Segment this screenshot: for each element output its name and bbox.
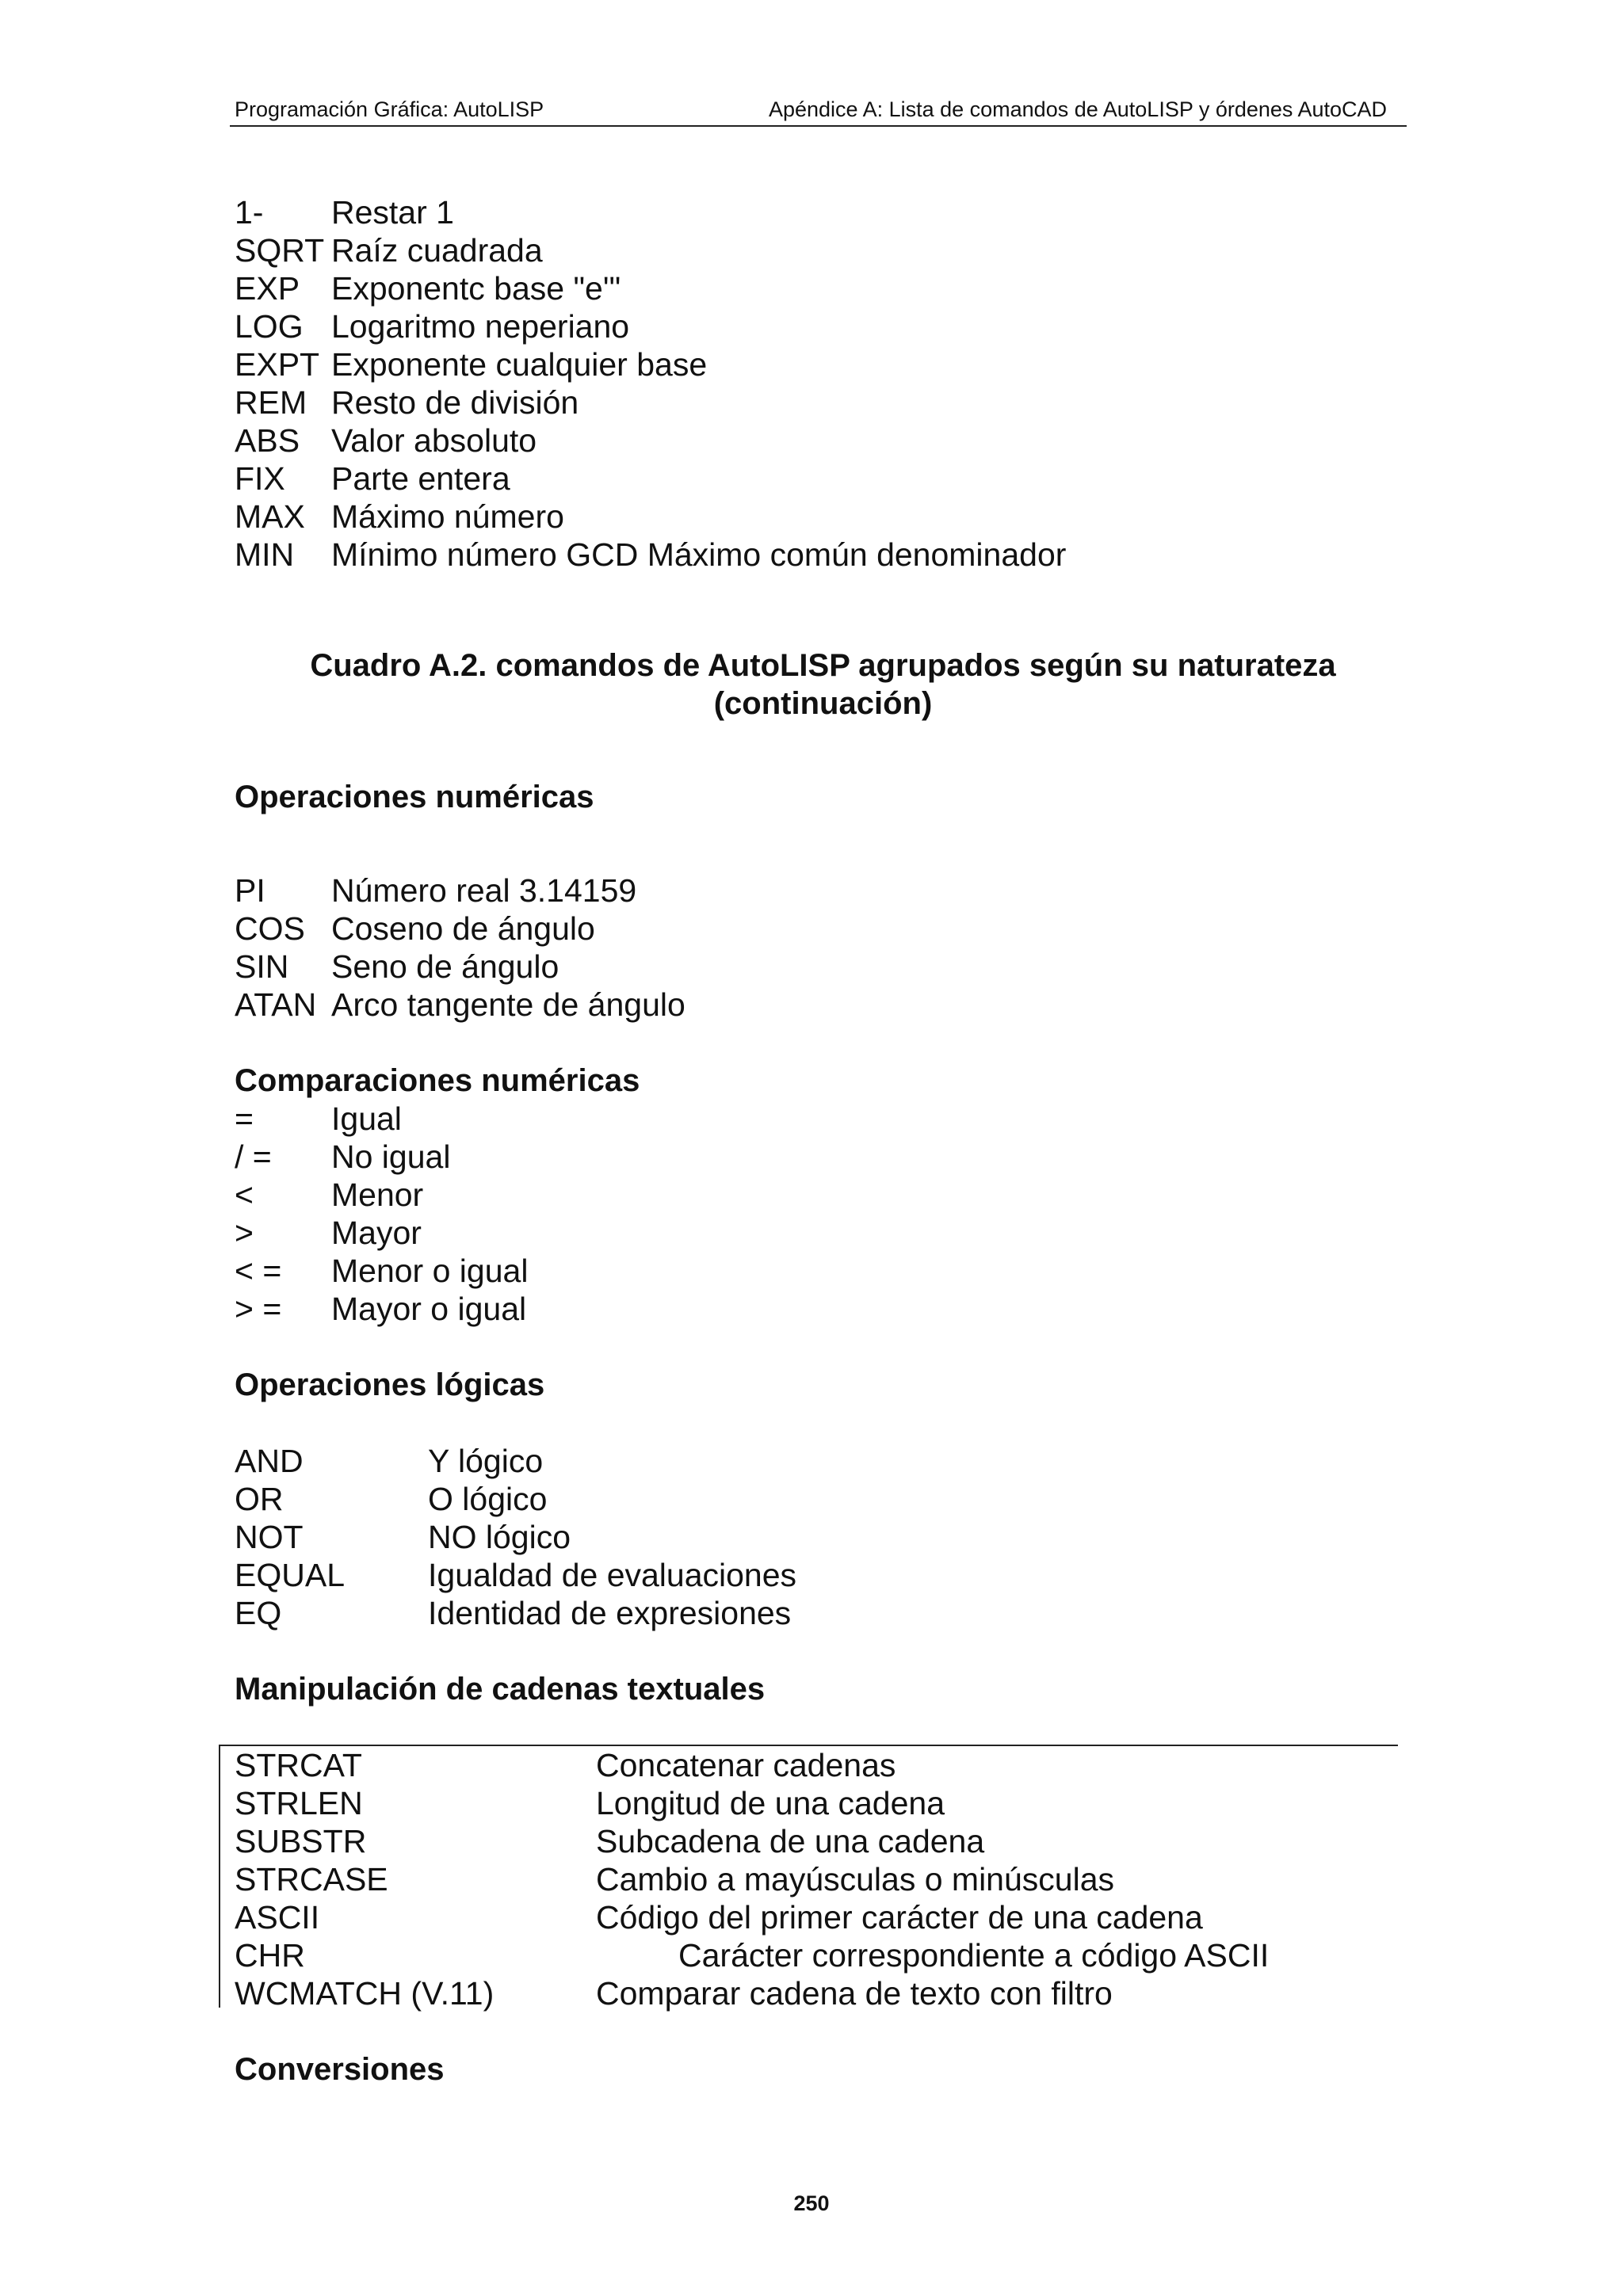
command-name: SIN (235, 948, 289, 985)
section-heading-numeric-ops: Operaciones numéricas (235, 780, 594, 814)
table-caption-line-1: Cuadro A.2. comandos de AutoLISP agrupados según su naturateza (310, 648, 1336, 683)
command-description: Carácter correspondiente a código ASCII (678, 1937, 1270, 1974)
command-name: > = (235, 1291, 282, 1327)
command-name: EQ (235, 1595, 282, 1631)
command-description: Longitud de una cadena (596, 1785, 945, 1821)
page-number: 250 (793, 2191, 830, 2215)
command-name: WCMATCH (V.11) (235, 1975, 495, 2012)
command-description: Restar 1 (331, 194, 454, 231)
command-name: EXP (235, 270, 300, 307)
command-name: 1- (235, 194, 264, 231)
command-name: COS (235, 910, 305, 947)
command-description: Logaritmo neperiano (331, 308, 630, 345)
command-description: Raíz cuadrada (331, 232, 543, 269)
command-description: Valor absoluto (331, 422, 537, 459)
command-description: Coseno de ángulo (331, 910, 595, 947)
command-description: Y lógico (428, 1443, 544, 1479)
section-heading-conversions: Conversiones (235, 2052, 445, 2087)
command-name: MAX (235, 498, 305, 535)
command-description: Exponentc base "e'" (331, 270, 621, 307)
command-name: < (235, 1177, 254, 1213)
command-description: Número real 3.14159 (331, 872, 637, 909)
command-description: Código del primer carácter de una cadena (596, 1899, 1203, 1936)
command-name: > (235, 1215, 254, 1251)
command-description: Parte entera (331, 460, 510, 497)
command-name: STRLEN (235, 1785, 363, 1821)
command-name: LOG (235, 308, 304, 345)
command-description: Arco tangente de ángulo (331, 986, 685, 1023)
command-description: Mayor o igual (331, 1291, 527, 1327)
command-name: = (235, 1100, 254, 1137)
command-name: < = (235, 1253, 282, 1289)
command-name: PI (235, 872, 265, 909)
command-name: SUBSTR (235, 1823, 367, 1859)
command-description: No igual (331, 1138, 451, 1175)
command-description: Identidad de expresiones (428, 1595, 792, 1631)
command-name: STRCASE (235, 1861, 388, 1897)
command-description: Cambio a mayúsculas o minúsculas (596, 1861, 1114, 1897)
command-name: ASCII (235, 1899, 320, 1936)
command-description: Exponente cualquier base (331, 346, 708, 383)
header-rule (230, 125, 1407, 127)
command-description: Menor o igual (331, 1253, 529, 1289)
command-name: MIN (235, 536, 295, 573)
command-description: Menor (331, 1177, 424, 1213)
command-name: SQRT (235, 232, 325, 269)
section-heading-string-manipulation: Manipulación de cadenas textuales (235, 1672, 766, 1707)
command-description: Comparar cadena de texto con filtro (596, 1975, 1113, 2012)
table-caption-line-2: (continuación) (713, 686, 933, 721)
command-description: Resto de división (331, 384, 579, 421)
running-header-right: Apéndice A: Lista de comandos de AutoLISP y órdenes AutoCAD (768, 97, 1387, 121)
command-description: Mayor (331, 1215, 422, 1251)
command-name: CHR (235, 1937, 305, 1974)
command-description: NO lógico (428, 1519, 571, 1555)
command-description: Igualdad de evaluaciones (428, 1557, 797, 1593)
command-name: / = (235, 1138, 272, 1175)
command-description: O lógico (428, 1481, 548, 1517)
command-name: ABS (235, 422, 300, 459)
command-name: EXPT (235, 346, 320, 383)
table-left-border (219, 1745, 220, 2008)
command-name: REM (235, 384, 307, 421)
command-name: NOT (235, 1519, 304, 1555)
command-name: OR (235, 1481, 284, 1517)
command-name: EQUAL (235, 1557, 345, 1593)
section-heading-numeric-comparisons: Comparaciones numéricas (235, 1063, 640, 1098)
command-description: Máximo número (331, 498, 564, 535)
command-name: ATAN (235, 986, 317, 1023)
command-description: Mínimo número GCD Máximo común denominador (331, 536, 1067, 573)
command-name: STRCAT (235, 1747, 362, 1783)
command-name: AND (235, 1443, 304, 1479)
command-description: Seno de ángulo (331, 948, 559, 985)
running-header-left: Programación Gráfica: AutoLISP (235, 97, 544, 121)
section-heading-logical-ops: Operaciones lógicas (235, 1367, 545, 1402)
command-description: Igual (331, 1100, 402, 1137)
command-description: Concatenar cadenas (596, 1747, 896, 1783)
command-description: Subcadena de una cadena (596, 1823, 985, 1859)
command-name: FIX (235, 460, 285, 497)
